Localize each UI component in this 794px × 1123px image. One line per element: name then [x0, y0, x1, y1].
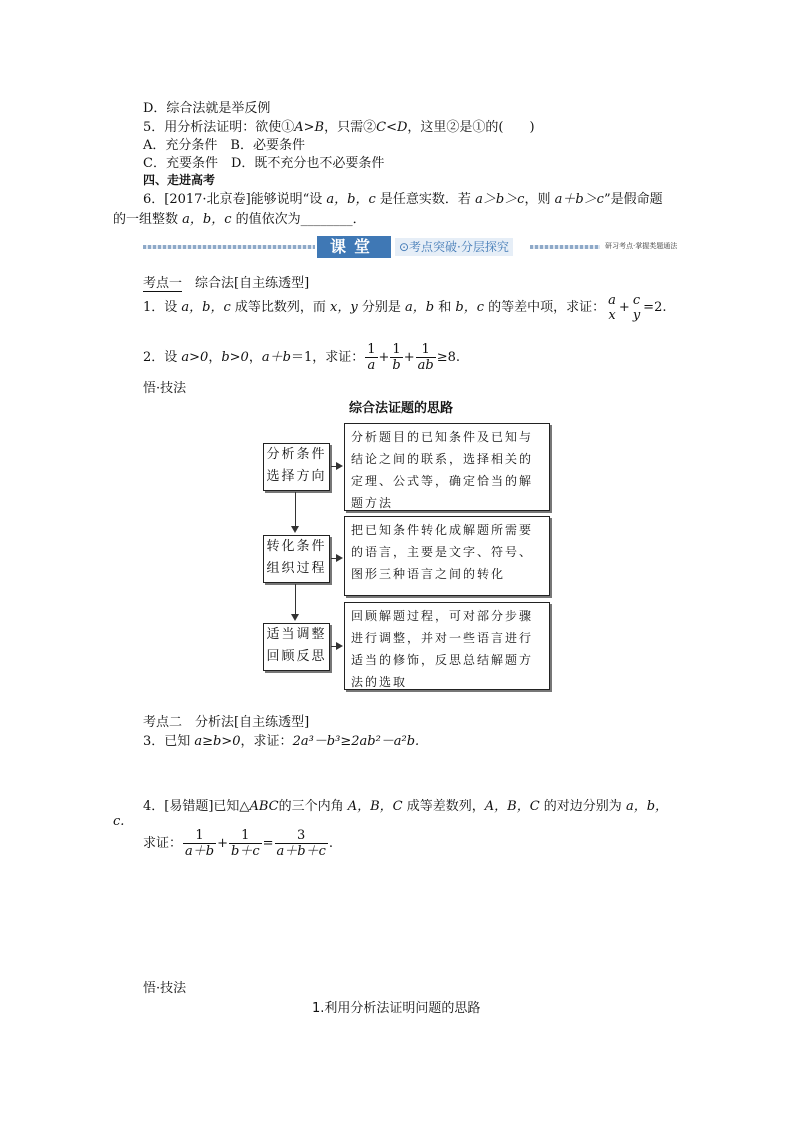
p4-angles2: A，B，C	[484, 799, 544, 814]
flow1-arrow-down-2	[291, 614, 299, 621]
kaodian-1-title: 综合法[自主练透型]	[195, 276, 310, 291]
q6-concl: a＋b＞c	[550, 192, 604, 207]
option-d-line: D．综合法就是举反例	[143, 101, 271, 116]
banner-rule-left	[143, 245, 315, 249]
p3-cond: a≥b>0	[190, 734, 241, 749]
p4-d: 成等差数列，	[406, 799, 485, 814]
p1-frac-c-y: c y	[632, 292, 641, 323]
q5-suffix: ，这里②是①的( )	[407, 120, 535, 135]
q6-cond: a＞b＞c	[470, 192, 525, 207]
q6-line2-vars: a，b，c	[178, 212, 236, 227]
banner-rule-right	[530, 245, 600, 249]
p4-end: .	[328, 836, 334, 851]
p4-plus: +	[217, 836, 228, 851]
p3-ineq: 2a³－b³≥2ab²－a²b.	[292, 734, 420, 749]
flow1-connector-1-2	[295, 492, 296, 526]
flow1-desc2-box	[344, 516, 550, 596]
problem-4-prove	[143, 828, 333, 860]
p2-c2: b>0	[221, 350, 249, 365]
p4-a: 4．[	[143, 799, 170, 814]
section-heading-4: 四、走进高考	[143, 173, 216, 187]
flow1-step3-label: 适当调整回顾反思	[266, 627, 327, 664]
flow1-arrow-right-2	[336, 554, 343, 562]
q6-e: ”是假命题	[603, 192, 663, 207]
q5-cond2: C<D	[376, 120, 408, 135]
p1-b: 成等比数列，而	[234, 300, 326, 315]
wujifa-heading-1: 悟·技法	[143, 381, 187, 396]
flow1-arrow-down-1	[291, 526, 299, 533]
flowchart-2-title: 1.利用分析法证明问题的思路	[312, 1001, 481, 1016]
p2-c3b: ＝1，求证：	[290, 350, 365, 365]
p4-b: ]已知△	[208, 799, 250, 814]
kaodian-1-label: 考点一	[143, 272, 182, 292]
q5-mid: ，只需②	[324, 120, 377, 135]
p2-frac-1-b: $\frac{1}{b}$	[392, 342, 401, 373]
flow1-desc3-box	[344, 602, 550, 690]
flow1-desc3: 回顾解题过程，可对部分步骤进行调整，并对一些语言进行适当的修饰，反思总结解题方法的选取	[351, 609, 534, 689]
p1-eq: =2.	[643, 300, 667, 315]
p4-sides: a，b，	[621, 799, 669, 814]
flow1-desc1: 分析题目的已知条件及已知与结论之间的联系，选择相关的定理、公式等，确定恰当的解题方法	[351, 430, 534, 510]
p4-prove-label: 求证：	[143, 836, 183, 851]
flow1-arrow-right-3	[336, 642, 343, 650]
flow1-arrow-right-1	[336, 462, 343, 470]
p2-frac-1-a: $\frac{1}{a}$	[367, 342, 376, 373]
p1-bc: b，c	[451, 300, 489, 315]
banner-right-text: 研习考点·掌握类题通法	[605, 242, 678, 250]
p2-c1: a>0	[177, 350, 209, 365]
p1-a: 1．设	[143, 300, 178, 315]
question-6-line2	[113, 208, 366, 227]
p2-plus-1: +	[378, 350, 390, 365]
p1-c: 分别是	[361, 300, 401, 315]
flow1-step1-label: 分析条件选择方向	[266, 447, 327, 484]
flow1-step2-box	[263, 535, 330, 583]
p1-frac-a-x: a x	[608, 292, 616, 323]
p2-ge: ≥8.	[436, 350, 461, 365]
question-5	[143, 116, 535, 135]
q5-options-cd: C．充要条件 D．既不充分也不必要条件	[143, 156, 385, 171]
p1-d: 和	[438, 300, 452, 315]
q5-options-ab: A．充分条件 B．必要条件	[143, 138, 305, 153]
wujifa-heading-2: 悟·技法	[143, 981, 187, 996]
flow1-connector-2-3	[295, 584, 296, 614]
p2-frac-1-ab: $\frac{1}{ab}$	[417, 342, 434, 373]
q6-c: 是任意实数．若	[379, 192, 471, 207]
p3-b: ，求证：	[240, 734, 293, 749]
p4-frac-3: $\frac{3}{a+b+c}$	[276, 828, 326, 859]
p1-e: 的等差中项，求证：	[488, 300, 606, 315]
q6-source: 北京卷	[206, 192, 246, 207]
p4-frac-2: $\frac{1}{b+c}$	[231, 828, 260, 859]
p4-angles: A，B，C	[343, 799, 407, 814]
p4-abc: ABC	[249, 799, 279, 814]
kaodian-2-title: 分析法[自主练透型]	[195, 715, 310, 730]
problem-4-line1	[143, 795, 668, 814]
banner-subtitle: ⊙考点突破·分层探究	[395, 238, 513, 256]
p1-ab: a，b	[400, 300, 439, 315]
flow1-step2-label: 转化条件组织过程	[266, 539, 327, 576]
p1-plus: +	[618, 300, 630, 315]
p4-frac-1: $\frac{1}{a+b}$	[185, 828, 215, 859]
p4-e: 的对边分别为	[543, 799, 622, 814]
q6-answer-blank: ________	[300, 212, 353, 227]
flow1-step1-box	[263, 443, 330, 491]
problem-2	[143, 342, 460, 374]
kaodian-1-heading	[143, 272, 309, 292]
p2-plus-2: +	[403, 350, 415, 365]
q6-a: 6．[2017·	[143, 192, 207, 207]
q6-b: ]能够说明“设	[245, 192, 323, 207]
q6-d: ，则	[524, 192, 551, 207]
q6-line2-c: ．	[352, 212, 366, 227]
flow1-desc2: 把已知条件转化成解题所需要的语言，主要是文字、符号、图形三种语言之间的转化	[351, 523, 534, 581]
p3-a: 3．已知	[143, 734, 191, 749]
problem-4-line2: c.	[113, 814, 125, 829]
p4-eq: =	[262, 836, 274, 851]
p2-a: 2．设	[143, 350, 178, 365]
problem-3	[143, 730, 419, 749]
p4-c: 的三个内角	[278, 799, 344, 814]
q6-vars: a，b，c	[322, 192, 380, 207]
flowchart-1-title: 综合法证题的思路	[349, 401, 454, 416]
p2-sep2: ，	[248, 350, 262, 365]
p4-tag: 易错题	[169, 799, 209, 814]
q5-prefix: 5．用分析法证明：欲使①	[143, 120, 295, 135]
p2-sep1: ，	[208, 350, 222, 365]
p1-xy: x，y	[325, 300, 362, 315]
p2-c3: a＋b	[261, 350, 291, 365]
question-6-line1	[143, 188, 663, 207]
q6-line2-b: 的值依次为	[235, 212, 301, 227]
p1-vars: a，b，c	[177, 300, 235, 315]
flow1-desc1-box	[344, 423, 550, 511]
q5-cond1: A>B	[294, 120, 325, 135]
flow1-step3-box	[263, 623, 330, 671]
q6-line2-a: 的一组整数	[113, 212, 179, 227]
kaodian-2-label: 考点二	[143, 715, 183, 730]
problem-1	[143, 292, 666, 324]
banner-title: 课堂	[317, 236, 391, 258]
kaodian-2-heading	[143, 711, 309, 730]
